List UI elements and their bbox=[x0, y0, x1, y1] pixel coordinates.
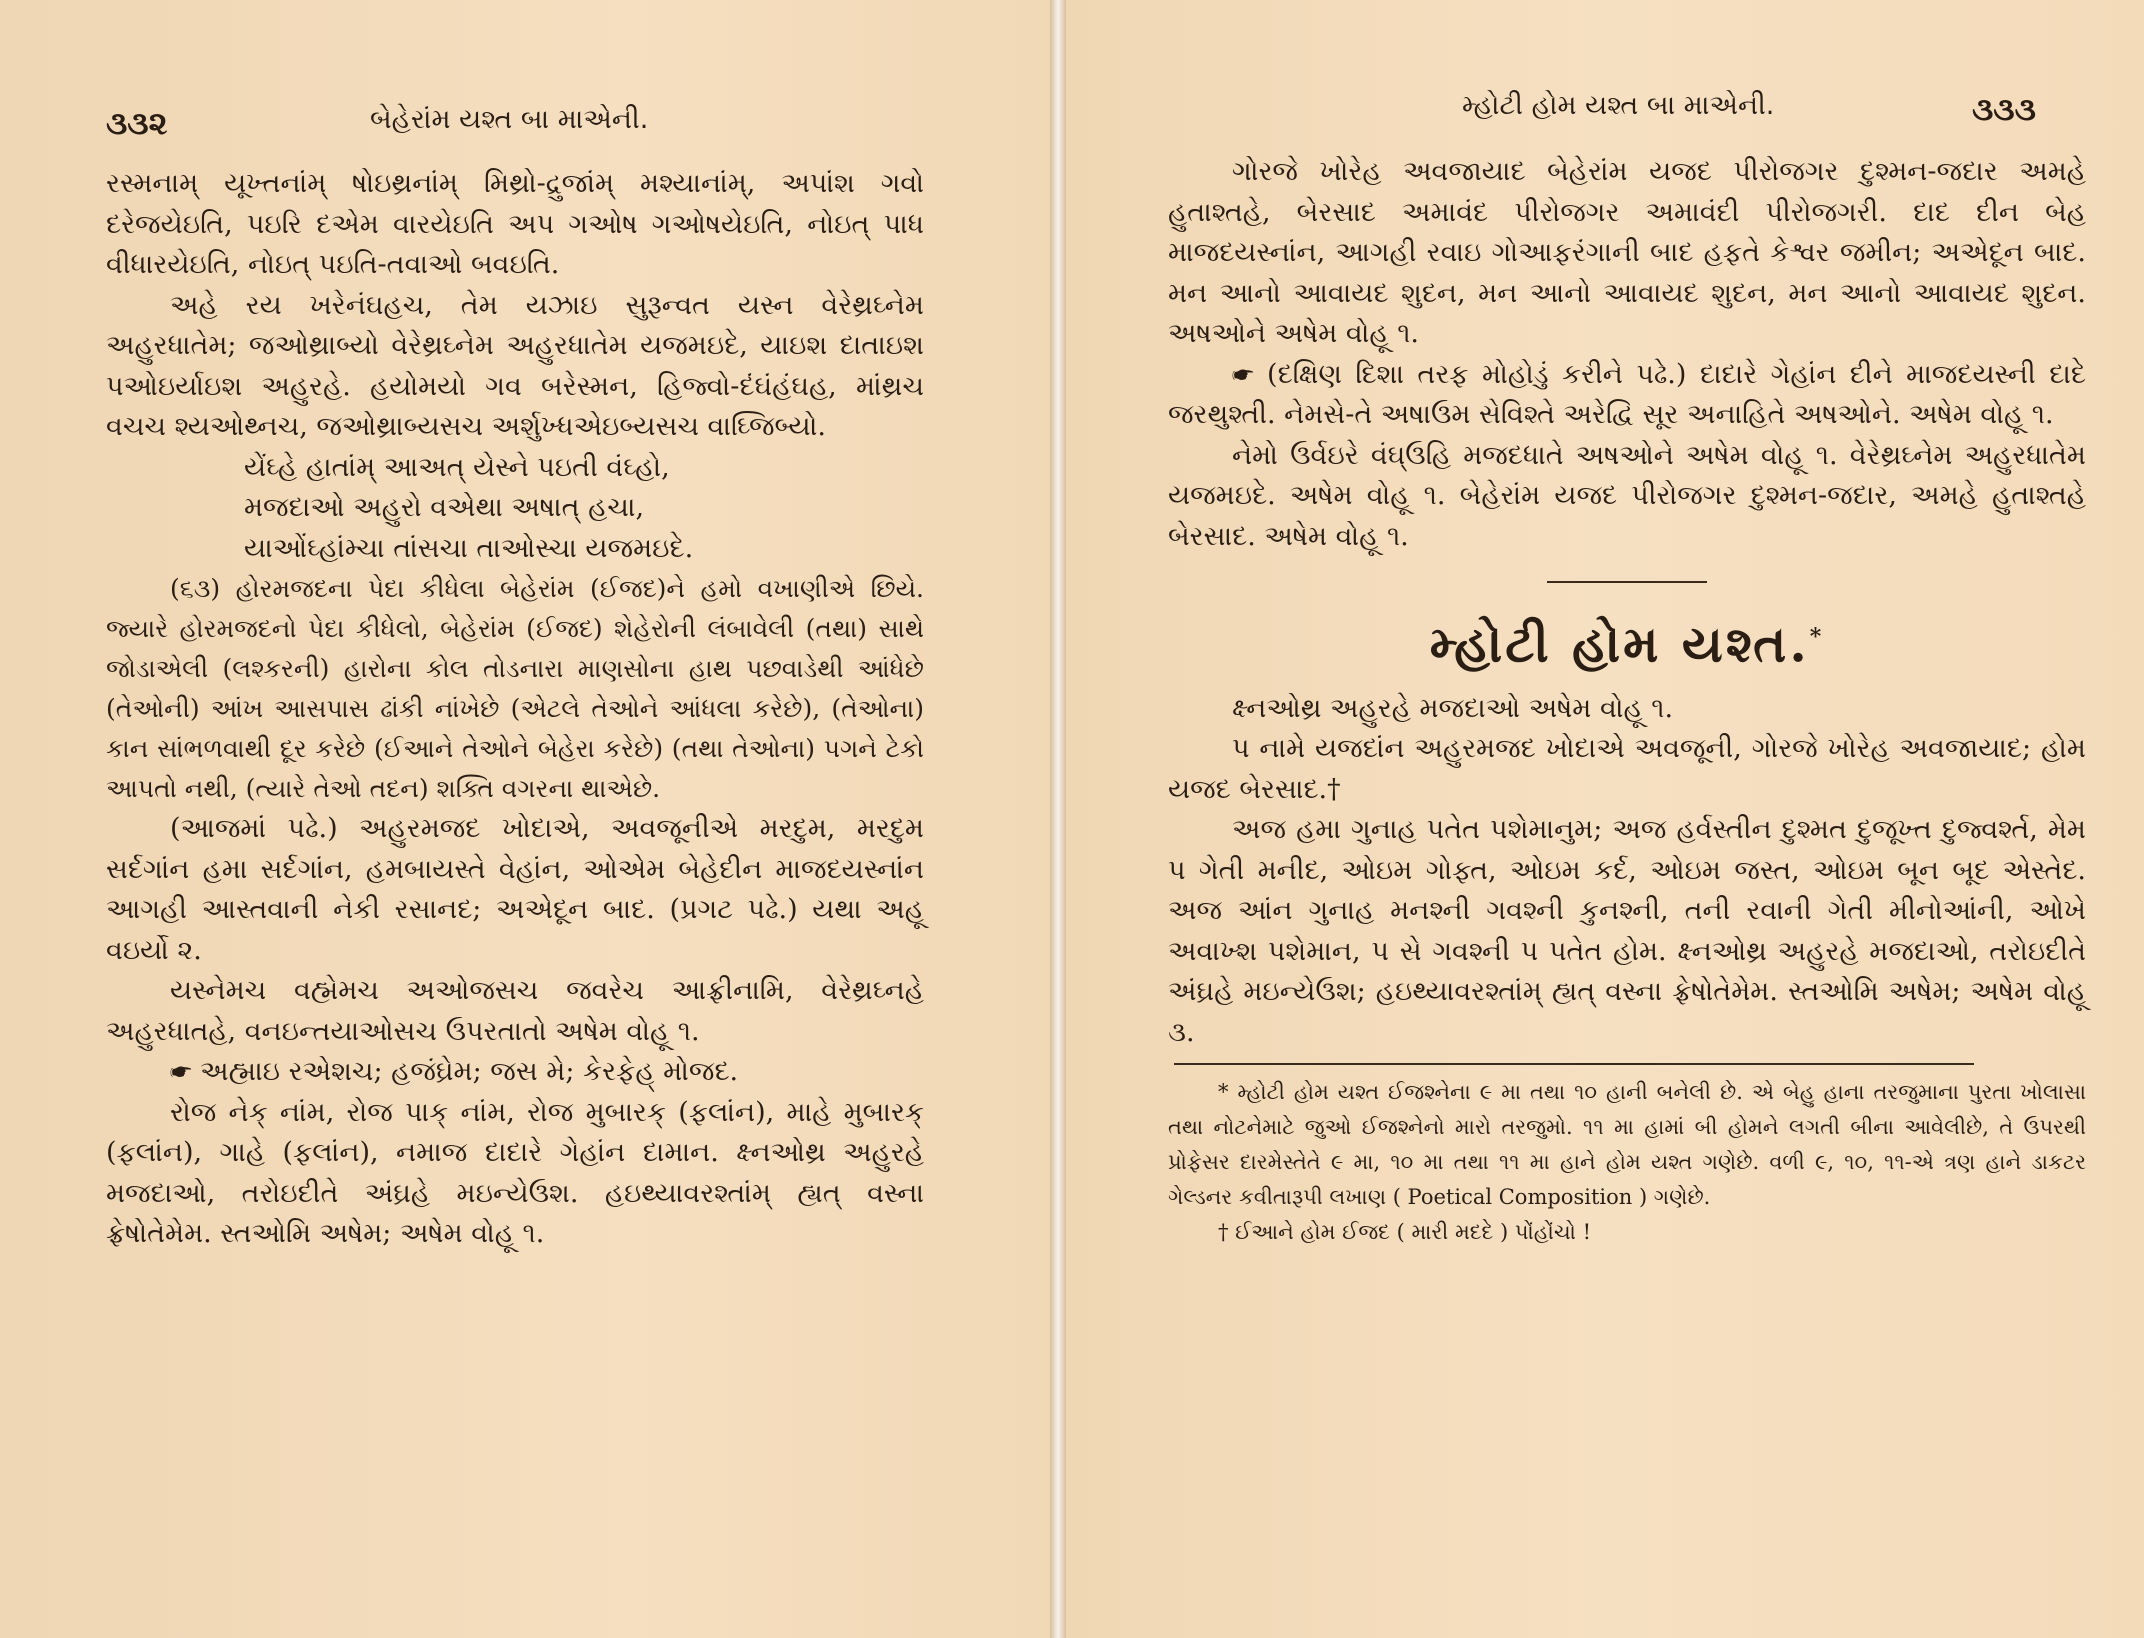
prayer-paragraph: ક્ષ્નઓથ્ર અહુરહે મજદાઓ અષેમ વોહૂ ૧. bbox=[1232, 692, 1674, 724]
page-number: ૩૩૩ bbox=[1972, 90, 2036, 128]
book-gutter bbox=[1050, 0, 1066, 1638]
footnote-mark: * bbox=[1809, 624, 1825, 650]
section-divider bbox=[1547, 581, 1707, 583]
prayer-paragraph: નેમો ઉર્વઇરે વંઘ્ઉહિ મજદધાતે અષઓને અષેમ વોહૂ ૧. વેરેથ્રઘ્નેમ અહુરધાતેમ યજમઇદે. અષેમ વોહૂ ૧. બેહેરાંમ યજદ પીરોજગર દુશ્મન-જદાર, અમહે હુતાશ્તહે બેરસાદ. અષેમ વોહૂ ૧. bbox=[1168, 439, 2086, 552]
footnote: † ઈઆને હોમ ઈજદ ( મારી મદદે ) પોંહોંચો ! bbox=[1218, 1220, 1592, 1245]
footnote-rule bbox=[1174, 1063, 1974, 1065]
prayer-paragraph: યસ્નેમચ વહ્મેમચ અઓજસચ જવરેચ આફ્રીનામિ, વેરેથ્રઘ્નહે અહુરધાતહે, વનઇન્તયાઓસચ ઉપરતાતો અષેમ વોહૂ ૧. bbox=[106, 975, 924, 1047]
section-title bbox=[1168, 599, 2086, 683]
left-page bbox=[0, 0, 1050, 1638]
running-title: બેહેરાંમ યશ્ત બા માએની. bbox=[370, 104, 649, 135]
prayer-paragraph: ગોરજે ખોરેહ અવજાયાદ બેહેરાંમ યજદ પીરોજગર દુશ્મન-જદાર અમહે હુતાશ્તહે, બેરસાદ અમાવંદ પીરોજગર અમાવંદી પીરોજગરી. દાદ દીન બેહ માજદયસ્નાંન, આગહી રવાઇ ગોઆફરંગાની બાદ હફતે કેશ્વર જમીન; અએદૂન બાદ. મન આનો આવાયદ શુદન, મન આનો આવાયદ શુદન, મન આનો આવાયદ શુદન. અષઓને અષેમ વોહૂ ૧. bbox=[1168, 156, 2086, 349]
footnote: * મ્હોટી હોમ યશ્ત ઈજશ્નેના ૯ મા તથા ૧૦ હાની બનેલી છે. એ બેહુ હાના તરજુમાના પુરતા ખોલાસા તથા નોટનેમાટે જુઓ ઈજશ્નેનો મારો તરજુમો. ૧૧ મા હામાં બી હોમને લગતી બીના આવેલીછે, તે ઉપરથી પ્રોફેસર દારમેસ્તેતે ૯ મા, ૧૦ મા તથા ૧૧ મા હાને હોમ યશ્ત ગણેછે. વળી ૯, ૧૦, ૧૧-એ ત્રણ હાને ડાકટર ગેલ્ડનર કવીતારૂપી લખાણ ( Poetical Composition ) ગણેછે. bbox=[1168, 1080, 2086, 1210]
verse-block bbox=[106, 448, 924, 570]
prayer-paragraph: અજ હમા ગુનાહ પતેત પશેમાનુમ; અજ હર્વસ્તીન દુશ્મત દુજૂખ્ત દુજ્વર્શ્ત, મેમ પ ગેતી મનીદ, ઓઇમ ગોફ્ત, ઓઇમ કર્દ, ઓઇમ જસ્ત, ઓઇમ બૂન બૂદ એસ્તેદ. અજ આંન ગુનાહ મનશ્ની ગવશ્ની કુનશ્ની, તની રવાની ગેતી મીનોઆંની, ઓખે અવાખ્શ પશેમાન, પ સે ગવશ્ની પ પતેત હોમ. ક્ષ્નઓથ્ર અહુરહે મજદાઓ, તરોઇદીતે અંઘ્રહે મઇન્યેઉશ; હઇથ્યાવરશ્તાંમ્ હ્યત્ વસ્ના ફ્રેષોતેમેમ. સ્તઓમિ અષેમ; અષેમ વોહૂ ૩. bbox=[1168, 814, 2086, 1048]
right-page bbox=[1066, 0, 2144, 1638]
translation-paragraph: (૬૩) હોરમજદના પેદા કીધેલા બેહેરાંમ (ઈજદ)ને હમો વખાણીએ છિયે. જ્યારે હોરમજદનો પેદા કીધેલો, બેહેરાંમ (ઈજદ) શેહેરોની લંબાવેલી (તથા) સાથે જોડાએલી (લશ્કરની) હારોના કોલ તોડનારા માણસોના હાથ પછવાડેથી આંધેછે (તેઓની) આંખ આસપાસ ઢાંકી નાંખેછે (એટલે તેઓને આંધલા કરેછે), (તેઓના) કાન સાંભળવાથી દૂર કરેછે (ઈઆને તેઓને બેહેરા કરેછે) (તથા તેઓના) પગને ટેકો આપતો નથી, (ત્યારે તેઓ તદન) શક્તિ વગરના થાએછે. bbox=[106, 574, 924, 803]
avesta-paragraph: રસ્મનામ્ યૂખ્તનાંમ્ ષોઇથ્રનાંમ્ મિથ્રો-દ્રુજાંમ્ મશ્યાનાંમ્, અપાંશ ગવો દરેજયેઇતિ, પઇરિ દએમ વારયેઇતિ અપ ગઓષ ગઓષયેઇતિ, નોઇત્ પાધ વીધારયેઇતિ, નોઇત્ પઇતિ-તવાઓ બવઇતિ. bbox=[106, 168, 924, 280]
page-number: ૩૩૨ bbox=[106, 104, 168, 142]
verse-line: યેંઘ્હે હાતાંમ્ આઅત્ યેસ્ને પઇતી વંઘ્હો, bbox=[244, 451, 670, 483]
prayer-paragraph: (આજમાં પઢે.) અહુરમજદ ખોદાએ, અવજૂનીએ મરદુમ, મરદુમ સર્દગાંન હમા સર્દગાંન, હમબાયસ્તે વેહાંન, ઓએમ બેહેદીન માજદયસ્નાંન આગહી આસ્તવાની નેકી રસાનદ; અએદૂન બાદ. (પ્રગટ પઢે.) યથા અહૂ વઇર્યો ૨. bbox=[106, 813, 924, 966]
footnotes bbox=[1168, 1075, 2086, 1250]
running-title: મ્હોટી હોમ યશ્ત બા માએની. bbox=[1462, 90, 1775, 121]
right-page-body bbox=[1168, 152, 2086, 1250]
section-title-text: મ્હોટી હોમ યશ્ત. bbox=[1429, 614, 1810, 674]
verse-line: યાઓંઘ્હાંમ્ચા તાંસચા તાઓસ્ચા યજમઇદે. bbox=[244, 532, 694, 564]
prayer-paragraph: રોજ નેક્ નાંમ, રોજ પાક્ નાંમ, રોજ મુબારક્ (ફલાંન), માહે મુબારક્ (ફલાંન), ગાહે (ફલાંન), નમાજ દાદારે ગેહાંન દામાન. ક્ષ્નઓથ્ર અહુરહે મજદાઓ, તરોઇદીતે અંઘ્રહે મઇન્યેઉશ. હઇથ્યાવરશ્તાંમ્ હ્યત્ વસ્ના ફ્રેષોતેમેમ. સ્તઓમિ અષેમ; અષેમ વોહૂ ૧. bbox=[106, 1096, 924, 1249]
avesta-paragraph: અહે રય ખરેનંઘહચ, તેમ યઝાઇ સુરૂન્વત યસ્ન વેરેથ્રઘ્નેમ અહુરધાતેમ; જઓથ્રાબ્યો વેરેથ્રઘ્નેમ અહુરધાતેમ યજમઇદે, યાઇશ દાતાઇશ પઓઇર્યાઇશ અહુરહે. હયોમયો ગવ બરેસ્મન, હિજ્વો-દંઘંહંઘહ, માંથ્રચ વચચ શ્યઓથ્નચ, જઓથ્રાબ્યસચ અર્શુખ્ધએઇબ્યસચ વાઘ્જિબ્યો. bbox=[106, 289, 924, 442]
prayer-paragraph: ☛ (દક્ષિણ દિશા તરફ મોહોડું કરીને પઢે.) દાદારે ગેહાંન દીને માજદયસ્ની દાદે જરથુશ્તી. નેમસે-તે અષાઉમ સેવિશ્તે અરેદ્વિ સૂર અનાહિતે અષઓને. અષેમ વોહૂ ૧. bbox=[1168, 358, 2086, 430]
prayer-paragraph: પ નામે યજદાંન અહુરમજદ ખોદાએ અવજૂની, ગોરજે ખોરેહ અવજાયાદ; હોમ યજદ બેરસાદ.† bbox=[1168, 733, 2086, 805]
left-page-body bbox=[106, 164, 924, 1255]
prayer-instruction: ☛ અહ્માઇ રએશચ; હજંઘ્રેમ; જસ મે; કેરફેહ્ મોજદ. bbox=[170, 1056, 739, 1087]
verse-line: મજદાઓ અહુરો વએથા અષાત્ હચા, bbox=[244, 492, 645, 523]
